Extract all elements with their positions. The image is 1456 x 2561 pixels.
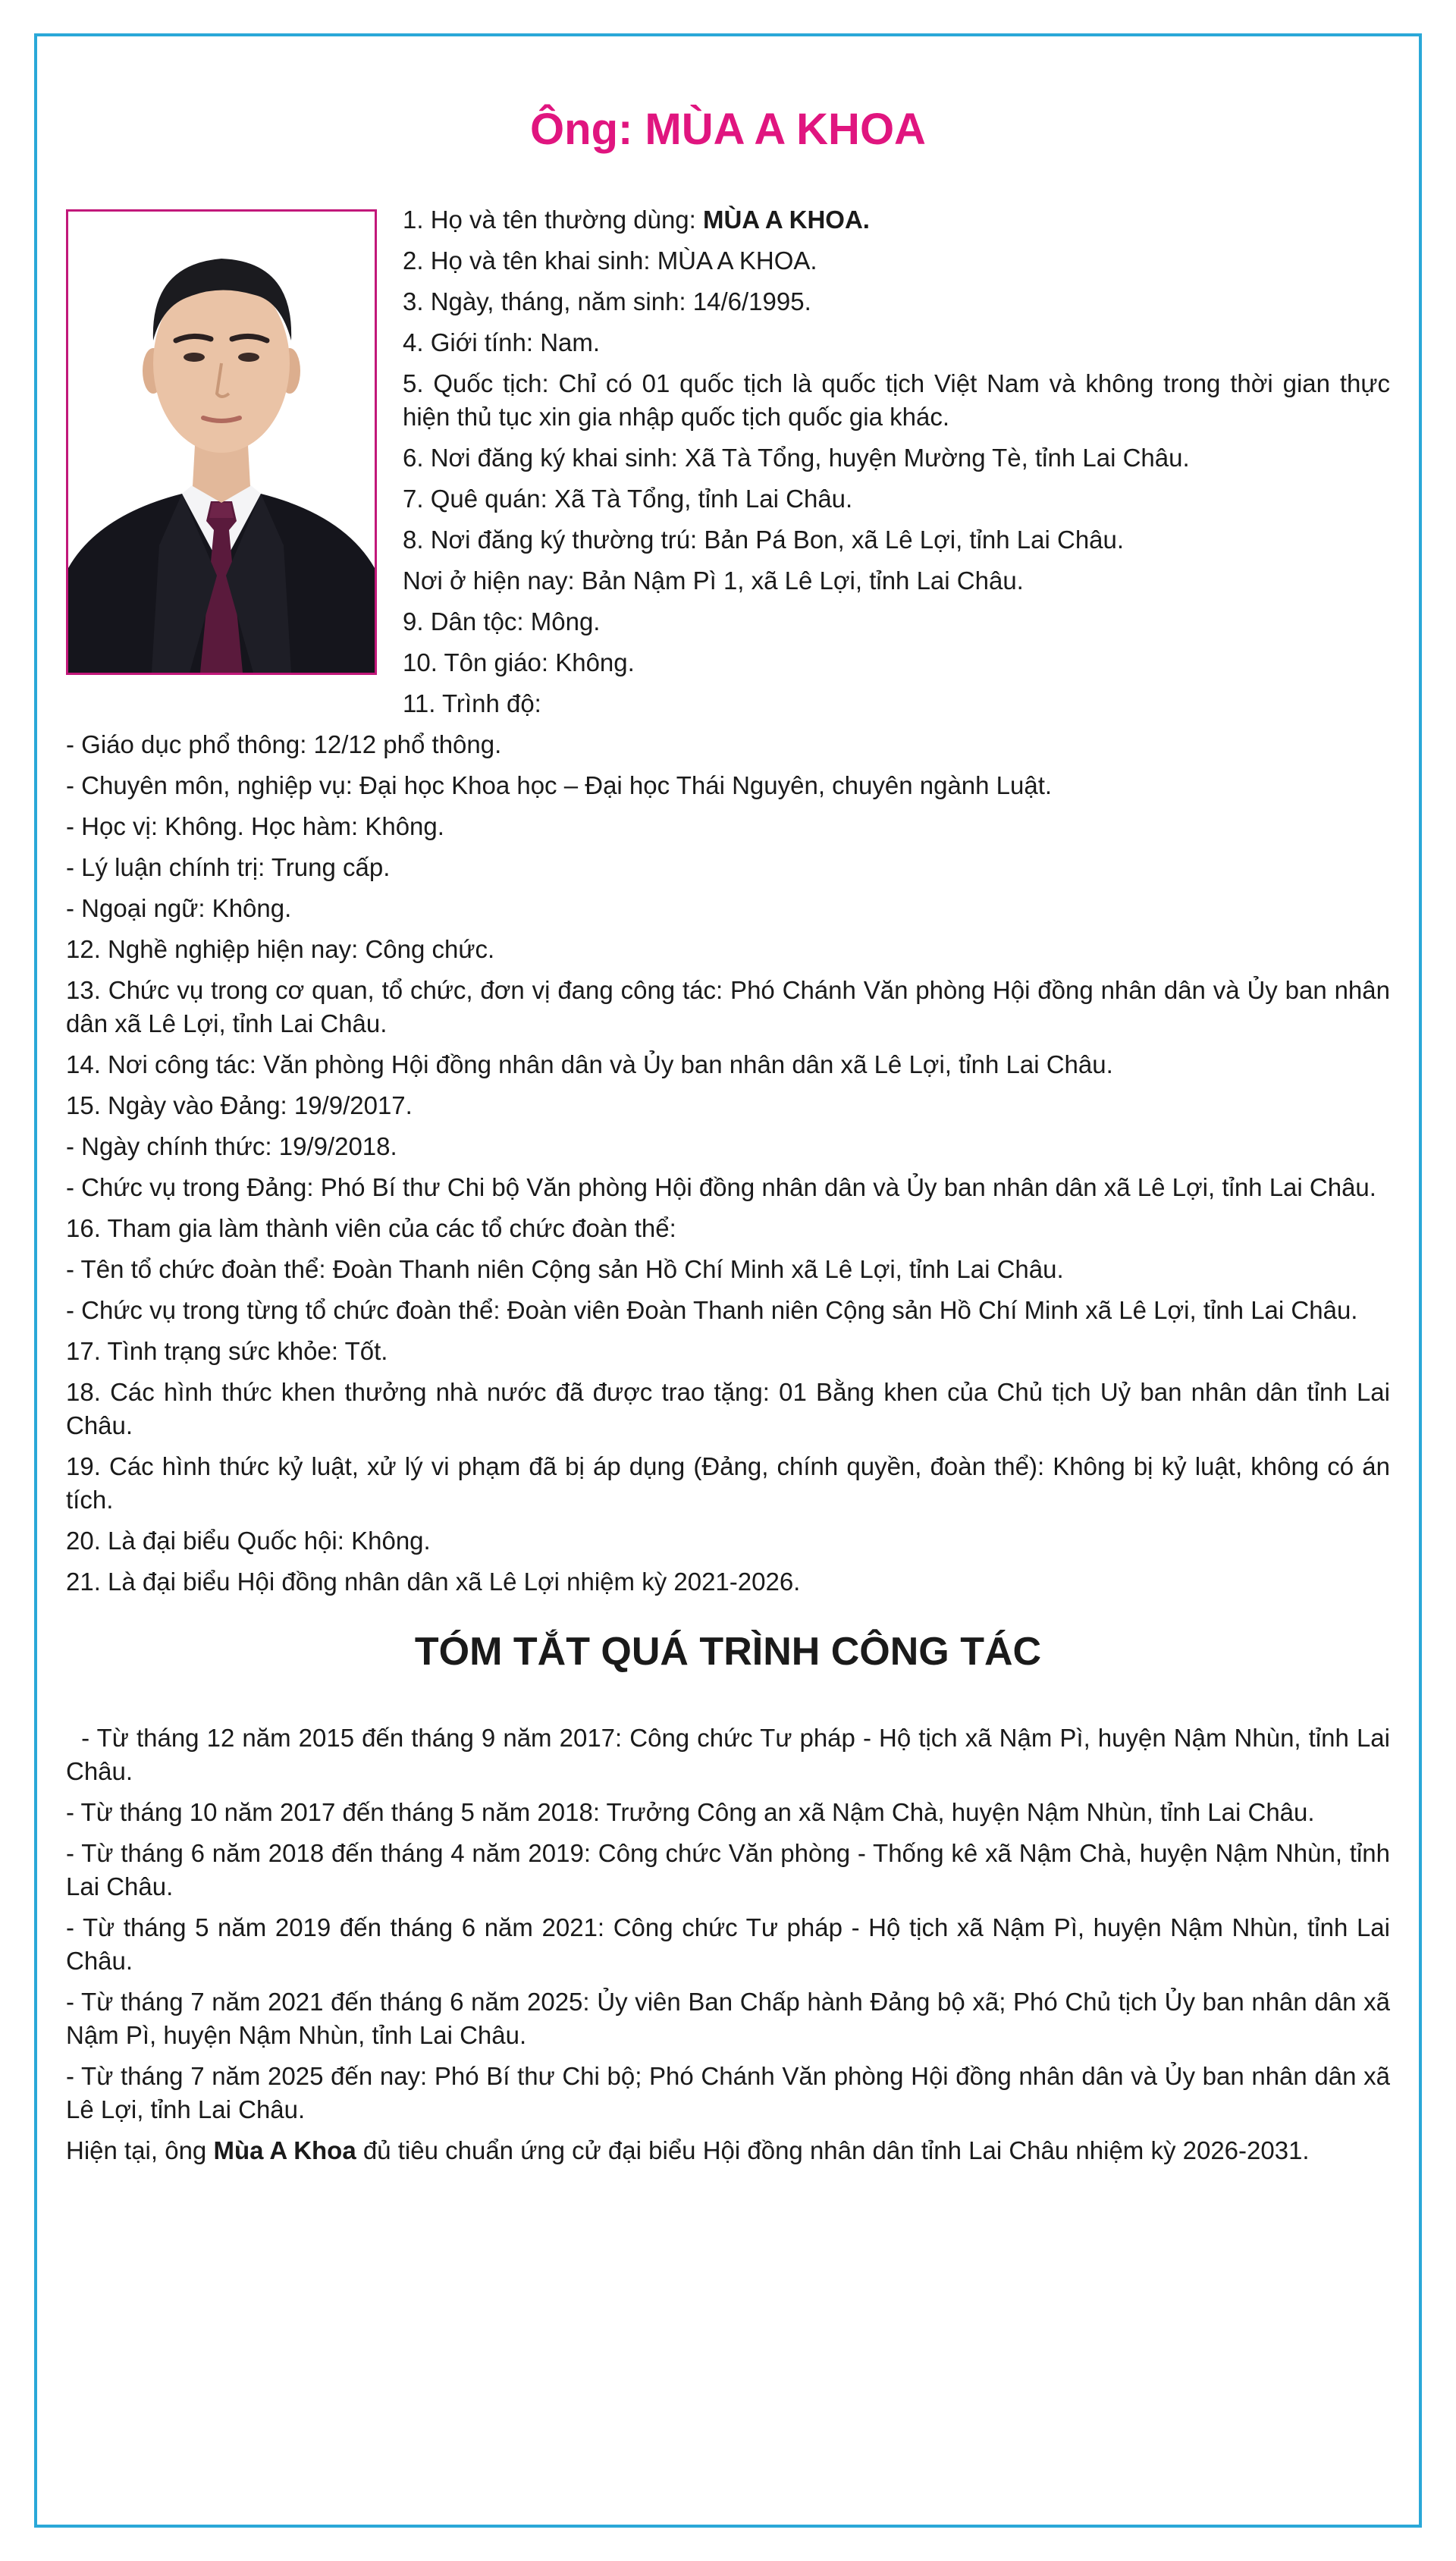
profile-item-5: 5. Quốc tịch: Chỉ có 01 quốc tịch là quốc tịch Việt Nam và không trong thời gian thực hiện thủ tục xin gia nhập quốc tịch quốc gia khác. [403,369,1390,431]
career-entry: - Từ tháng 7 năm 2025 đến nay: Phó Bí thư Chi bộ; Phó Chánh Văn phòng Hội đồng nhân dân và Ủy ban nhân dân xã Lê Lợi, tỉnh Lai Châu. [66,2062,1390,2123]
page-title: Ông: MÙA A KHOA [530,105,926,154]
profile-item-1-value: MÙA A KHOA. [702,206,870,234]
career-entry: - Từ tháng 5 năm 2019 đến tháng 6 năm 2021: Công chức Tư pháp - Hộ tịch xã Nậm Pì, huyện Nậm Nhùn, tỉnh Lai Châu. [66,1913,1390,1975]
profile-item-9: 9. Dân tộc: Mông. [403,607,601,636]
profile-item-4: 4. Giới tính: Nam. [403,328,601,356]
profile-item-11: 11. Trình độ: [403,689,541,717]
profile-item-7: 7. Quê quán: Xã Tà Tổng, tỉnh Lai Châu. [403,485,853,513]
profile-item-13: 13. Chức vụ trong cơ quan, tổ chức, đơn vị đang công tác: Phó Chánh Văn phòng Hội đồng nhân dân và Ủy ban nhân dân xã Lê Lợi, tỉnh Lai Châu. [66,976,1390,1037]
profile-item-8: 8. Nơi đăng ký thường trú: Bản Pá Bon, xã Lê Lợi, tỉnh Lai Châu. [403,526,1125,554]
profile-item-11-political-theory: - Lý luận chính trị: Trung cấp. [66,853,391,881]
career-conclusion [66,2134,1390,2167]
profile-item-14: 14. Nơi công tác: Văn phòng Hội đồng nhân dân và Ủy ban nhân dân xã Lê Lợi, tỉnh Lai Châu. [66,1050,1113,1078]
profile-item-8-current-residence: Nơi ở hiện nay: Bản Nậm Pì 1, xã Lê Lợi, tỉnh Lai Châu. [403,566,1024,595]
profile-item-16-position: - Chức vụ trong từng tổ chức đoàn thể: Đoàn viên Đoàn Thanh niên Cộng sản Hồ Chí Minh xã Lê Lợi, tỉnh Lai Châu. [66,1296,1358,1324]
profile-item-17: 17. Tình trạng sức khỏe: Tốt. [66,1337,388,1365]
profile-item-20: 20. Là đại biểu Quốc hội: Không. [66,1527,431,1555]
profile-content [66,203,1398,2175]
profile-item-11-specialization: - Chuyên môn, nghiệp vụ: Đại học Khoa học – Đại học Thái Nguyên, chuyên ngành Luật. [66,771,1053,799]
profile-item-16-organization: - Tên tổ chức đoàn thể: Đoàn Thanh niên Cộng sản Hồ Chí Minh xã Lê Lợi, tỉnh Lai Châu. [66,1255,1064,1283]
profile-item-2: 2. Họ và tên khai sinh: MÙA A KHOA. [403,246,817,275]
career-entry: - Từ tháng 6 năm 2018 đến tháng 4 năm 2019: Công chức Văn phòng - Thống kê xã Nậm Chà, huyện Nậm Nhùn, tỉnh Lai Châu. [66,1839,1390,1900]
profile-item-11-degree: - Học vị: Không. Học hàm: Không. [66,812,444,840]
career-entry: - Từ tháng 10 năm 2017 đến tháng 5 năm 2018: Trưởng Công an xã Nậm Chà, huyện Nậm Nhùn, tỉnh Lai Châu. [66,1798,1315,1826]
profile-item-18: 18. Các hình thức khen thưởng nhà nước đã được trao tặng: 01 Bằng khen của Chủ tịch Uỷ ban nhân dân tỉnh Lai Châu. [66,1378,1390,1439]
conclusion-suffix: đủ tiêu chuẩn ứng cử đại biểu Hội đồng nhân dân tỉnh Lai Châu nhiệm kỳ 2026-2031. [356,2136,1310,2164]
profile-item-6: 6. Nơi đăng ký khai sinh: Xã Tà Tổng, huyện Mường Tè, tỉnh Lai Châu. [403,444,1190,472]
profile-item-3: 3. Ngày, tháng, năm sinh: 14/6/1995. [403,287,811,315]
conclusion-name: Mùa A Khoa [213,2136,356,2164]
profile-item-11-general-education: - Giáo dục phổ thông: 12/12 phổ thông. [66,730,502,758]
profile-item-21: 21. Là đại biểu Hội đồng nhân dân xã Lê Lợi nhiệm kỳ 2021-2026. [66,1568,801,1596]
conclusion-prefix: Hiện tại, ông [66,2136,214,2164]
profile-item-1-label: 1. Họ và tên thường dùng: [403,206,703,234]
profile-item-12: 12. Nghề nghiệp hiện nay: Công chức. [66,935,495,963]
profile-item-19: 19. Các hình thức kỷ luật, xử lý vi phạm đã bị áp dụng (Đảng, chính quyền, đoàn thể): Không bị kỷ luật, không có án tích. [66,1452,1390,1514]
profile-item-15-party-position: - Chức vụ trong Đảng: Phó Bí thư Chi bộ Văn phòng Hội đồng nhân dân và Ủy ban nhân dân xã Lê Lợi, tỉnh Lai Châu. [66,1173,1376,1201]
profile-item-15: 15. Ngày vào Đảng: 19/9/2017. [66,1091,413,1119]
profile-item-16: 16. Tham gia làm thành viên của các tổ chức đoàn thể: [66,1214,676,1242]
profile-item-10: 10. Tôn giáo: Không. [403,648,635,676]
career-section-title: TÓM TẮT QUÁ TRÌNH CÔNG TÁC [414,1630,1042,1674]
career-entry: - Từ tháng 12 năm 2015 đến tháng 9 năm 2017: Công chức Tư pháp - Hộ tịch xã Nậm Pì, huyện Nậm Nhùn, tỉnh Lai Châu. [66,1724,1398,1785]
profile-item-1 [403,203,1390,237]
profile-item-15-official-date: - Ngày chính thức: 19/9/2018. [66,1132,397,1160]
career-entry: - Từ tháng 7 năm 2021 đến tháng 6 năm 2025: Ủy viên Ban Chấp hành Đảng bộ xã; Phó Chủ tịch Ủy ban nhân dân xã Nậm Pì, huyện Nậm Nhùn, tỉnh Lai Châu. [66,1988,1390,2049]
profile-item-11-foreign-language: - Ngoại ngữ: Không. [66,894,292,922]
